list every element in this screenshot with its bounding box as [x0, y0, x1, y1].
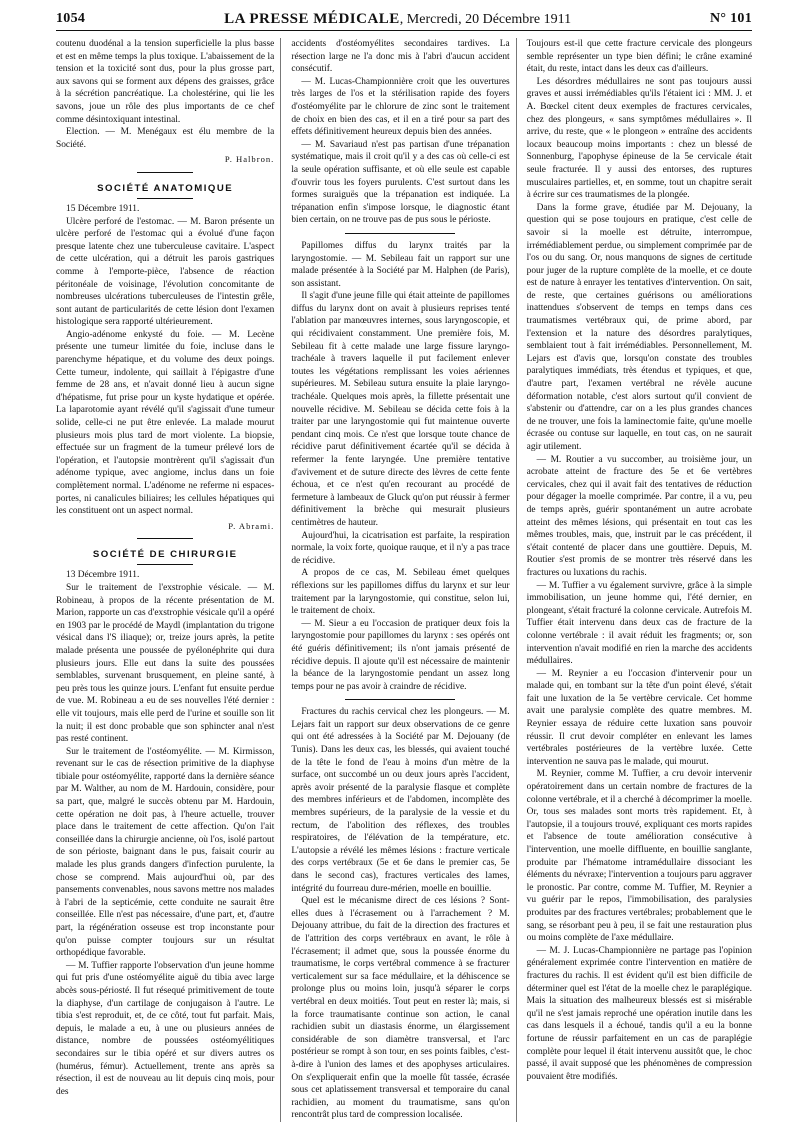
issue-number: N° 101	[709, 11, 752, 26]
paragraph: Aujourd'hui, la cicatrisation est parfaite, la respiration normale, la voix forte, quoique rauque, et il n'y a pas trace de récidive.	[291, 530, 510, 566]
paragraph: Sur le traitement de l'ostéomyélite. — M. Kirmisson, revenant sur le cas de résection primitive de la diaphyse tibiale pour ostéomyélite, rapporté dans la dernière séance par M. Walther, au nom de M. Hardouin, considère, pour sa part, que, malgré le succès obtenu par M. Hardouin, cette opération ne doit pas, à l'heure actuelle, trouver place dans le traitement de cette affection. Qu'on l'ait conseillée dans la chirurgie ancienne, où l'os, isolé partout de son périoste, baignant dans le pus, faisait courir au malade les plus grands dangers d'infection purulente, la chose se comprend. Mais aujourd'hui où, par des pansements convenables, nous savons mettre nos malades à l'abri de la septicémie, cette conduite ne saurait être conseillée. Elle n'est pas nécessaire, d'une part, et, d'autre part, la régénération osseuse est trop inconstante pour qu'on puisse compter toujours sur un résultat orthopédique favorable.	[56, 746, 275, 959]
divider	[345, 233, 455, 234]
page-header	[56, 8, 752, 31]
paragraph: Toujours est-il que cette fracture cervicale des plongeurs semble représenter un type bien défini; le crâne examiné était, du reste, intact dans les deux cas d'ailleurs.	[526, 39, 752, 75]
divider	[137, 564, 193, 565]
paragraph: M. Reynier, comme M. Tuffier, a cru devoir intervenir opératoirement dans un certain nombre de fractures de la colonne vertébrale, et il a cherché à décomprimer la moelle. Or, tous ses malades sont morts très rapidement. Et, à l'autopsie, il a toujours trouvé, expliquant ces morts rapides et l'absence de toute amélioration consécutive à l'intervention, une moelle diffluente, en bouillie sanglante, produite par l'hématome intramédullaire dissociant les éléments du névraxe; l'intervention a toujours paru aggraver le pronostic. Par contre, comme M. Tuffier, M. Reynier a vu guérir par le repos, l'immobilisation, des paralysies produites par des fractures vertébrales; probablement que le sang, se résorbant peu à peu, il se fait une restauration plus ou moins complète de l'axe médullaire.	[526, 769, 752, 944]
journal-name: LA PRESSE MÉDICALE	[224, 10, 400, 27]
paragraph: Les désordres médullaires ne sont pas toujours aussi graves et aussi irrémédiables qu'ils l'étaient ici : MM. J. et A. Bœckel citent deux exemples de fractures cervicales, chez des plongeurs, « sans symptômes médullaires ». Il arrive, du reste, que « le plongeon » entraîne des accidents locaux beaucoup moins importants : chez un blessé de Sonnenburg, l'apophyse épineuse de la 5e cervicale était seule fracturée. Il y aussi des entorses, des ruptures musculaires partielles, et, en somme, tout un chapitre serait à écrire sur ces traumatismes de la plongée.	[526, 76, 752, 201]
column-1	[56, 38, 281, 1122]
paragraph: — M. Tuffier a vu également survivre, grâce à la simple immobilisation, un jeune homme qui, l'été dernier, en plongeant, s'était fracturé la colonne cervicale. Autrefois M. Tuffier était intervenu dans deux cas de fracture de la colonne vertébrale : il avait réduit les fragments; or, son intervention n'avait modifié en rien la marche des accidents médullaires.	[526, 580, 752, 667]
paragraph: Papillomes diffus du larynx traités par la laryngostomie. — M. Sebileau fait un rapport sur une malade présentée à la Société par M. Halphen (de Paris), son assistant.	[291, 240, 510, 289]
election-note: Election. — M. Menégaux est élu membre de la Société.	[56, 127, 275, 150]
divider	[137, 538, 193, 539]
signature: P. Halbron.	[224, 154, 275, 165]
paragraph: — M. Routier a vu succomber, au troisième jour, un acrobate atteint de fracture des 5e et 6e vertèbres cervicales, chez qui il avait fait des tentatives de réduction pour dégager la moelle comprimée. Par contre, il a vu, peu de temps après, guérir spontanément un autre acrobate atteint des mêmes lésions, qui présentait en tout cas les mêmes troubles, mais, que, instruit par le cas précédent, il s'était contenté de placer dans une gouttière. Depuis, M. Routier s'est promis de se montrer très réservé dans les fractures ou luxations du rachis.	[526, 454, 752, 578]
paragraph: Angio-adénome enkysté du foie. — M. Lecène présente une tumeur limitée du foie, incluse dans le parenchyme hépatique, et du volume des deux poings. Cette tumeur, indolente, qui saillait à l'épigastre d'une femme de 28 ans, et n'avait donné lieu à aucun signe d'hépatisme, fut prise pour un kyste hydatique et opérée. La laparotomie ayant révélé qu'il s'agissait d'une tumeur solide, celle-ci ne put être enlevée. La malade mourut plusieurs mois plus tard de mort violente. La biopsie, effectuée sur un fragment de la tumeur prélevé lors de l'opération, et l'autopsie montrèrent qu'il s'agissait d'un adénome typique, avec angiome, inclus dans un foie complètement normal. L'adénome ne referme ni espaces-portes, ni canalicules biliaires; les cellules hépatiques qui les constituent ont un aspect normal.	[56, 329, 275, 517]
column-3	[527, 38, 752, 1122]
section-heading: SOCIÉTÉ ANATOMIQUE	[97, 182, 234, 194]
issue-date: , Mercredi, 20 Décembre 1911	[399, 11, 572, 27]
paragraph: — M. Sieur a eu l'occasion de pratiquer deux fois la laryngostomie pour papillomes du larynx : ses opérés ont été guéris définitivement; ils n'ont jamais présenté de récidive depuis. Il ajoute qu'il est nécessaire de maintenir la béance de la laryngostomie pendant un assez long temps pour ne pas avoir à craindre de récidive.	[291, 618, 510, 692]
divider	[345, 699, 455, 700]
paragraph: Il s'agit d'une jeune fille qui était atteinte de papillomes diffus du larynx dont on avait à plusieurs reprises tenté l'ablation par manœuvres internes, sous laryngoscopie, et qui récidivaient constamment. Une première fois, M. Sebileau fit à cette malade une large fissure laryngo-trachéale à travers laquelle il put facilement enlever toutes les végétations remplissant les voies aériennes supérieures. M. Sebileau sutura ensuite la plaie laryngo-trachéale. Quelques mois après, la fillette présentait une nouvelle récidive. M. Sebileau se décida cette fois à la traiter par une laryngostomie qui fut maintenue ouverte pendant cinq mois. Ce n'est que lorsque toute chance de récidive parut définitivement écartée qu'il se décida à refermer la fente laryngée. Une première tentative d'avivement et de suture directe des lèvres de cette fente échoua, et ce n'est qu'en recourant au procédé de fermeture à lambeaux de Gluck qu'on put réussir à fermer définitivement la brèche qui mesurait plusieurs centimètres de hauteur.	[291, 291, 510, 528]
paragraph: Ulcère perforé de l'estomac. — M. Baron présente un ulcère perforé de l'estomac qui a évolué d'une façon presque latente chez une tuberculeuse cavitaire. L'aspect de cette ulcération, qui a détruit les parois gastriques comme à l'emporte-pièce, l'absence de réaction péritonéale de voisinage, l'évolution concomitante de nombreuses ulcérations tuberculeuses de l'intestin grêle, sont autant de particularités de cette lésion dont l'examen histologique sera rapporté ultérieurement.	[56, 216, 275, 328]
signature: P. Abrami.	[228, 520, 275, 531]
paragraph: coutenu duodénal a la tension superficielle la plus basse et est en même temps la plus toxique. L'abaissement de la tension et la toxicité sont dus, pour la plus grosse part, aux savons qui se forment aux dépens des graisses, grâce à la sécrétion pancréatique. La cholestérine, qui lie les savons, joue un rôle des plus importants de ce chef comme désintoxiquant intestinal.	[56, 39, 275, 125]
paragraph: A propos de ce cas, M. Sebileau émet quelques réflexions sur les papillomes diffus du larynx et sur leur traitement par la laryngostomie, qui constitue, selon lui, le traitement de choix.	[291, 568, 510, 617]
divider	[137, 172, 193, 173]
paragraph: — M. Savariaud n'est pas partisan d'une trépanation systématique, mais il croit qu'il y a des cas où celle-ci est la seule opération suffisante, et où elle seule est capable d'ouvrir tous les foyers purulents. C'est surtout dans les formes suraiguës que la trépanation est indiquée. La trépanation enfin s'impose lorsque, le diagnostic étant bien certain, on ne trouve pas de pus sous le périoste.	[291, 139, 510, 226]
paragraph: — M. Tuffier rapporte l'observation d'un jeune homme qui fut pris d'une ostéomyélite aiguë du tibia avec large abcès sous-périosté. Il fut résequé primitivement de toute la diaphyse, d'un cartilage de conjugaison à l'autre. Le tibia s'est reproduit, et, de ce côté, tout fut parfait. Mais, depuis, le malade a eu, à une ou plusieurs années de distance, nombre de poussées ostéomyélitiques secondaires sur le tibia opéré et sur divers autres os (humérus, fémur). Actuellement, trente ans après sa résection, il est de nouveau au lit depuis cinq mois, pour des	[56, 960, 275, 1097]
masthead	[224, 11, 571, 28]
section-date: 13 Décembre 1911.	[66, 570, 140, 581]
column-2	[291, 38, 516, 1122]
paragraph: — M. Lucas-Championnière croit que les ouvertures très larges de l'os et la stérilisation rapide des foyers d'ostéomyélite par le chlorure de zinc sont le traitement de choix en bien des cas, et il en a tiré pour sa part des effets définitivement heureux depuis bien des années.	[291, 76, 510, 138]
page-number: 1054	[56, 11, 86, 26]
divider	[137, 198, 193, 199]
paragraph: Quel est le mécanisme direct de ces lésions ? Sont-elles dues à l'écrasement ou à l'arrachement ? M. Dejouany attribue, du fait de la direction des fractures et de l'attrition des corps vertébraux en avant, le rôle à l'écrasement; il admet que, sous la poussée énorme du traumatisme, le corps vertébral commence à se fracturer verticalement sur sa face médullaire, et la déhiscence se prolonge plus ou moins loin, jusqu'à séparer le corps vertébral en deux moitiés. Tout peut en rester là; mais, si la force traumatisante continue son action, le canal rachidien subit un diastasis énorme, un élargissement considérable de son diamètre transversal, et l'arc postérieur se rompt à son tour, en ses points faibles, c'est-à-dire à l'union des lames et des apophyses articulaires. On s'expliquerait enfin que la moelle fût tassée, écrasée sous cet aplatissement transversal et temporaire du canal rachidien, au moment du traumatisme, sans qu'on rencontrât plus tard de compression localisée.	[291, 896, 510, 1121]
article-columns	[56, 38, 752, 1121]
paragraph: — M. Reynier a eu l'occasion d'intervenir pour un malade qui, en tombant sur la tête d'un point élevé, s'était fait une luxation de la 5e vertèbre cervicale. Cet homme avait une paralysie complète des quatre membres. M. Reynier essaya de réduire cette luxation sans pouvoir réussir. Il crut devoir compléter en enlevant les lames vertébrales postérieures de la vertèbre luxée. Cette intervention ne sauva pas le malade, qui mourut.	[526, 668, 752, 767]
section-date: 15 Décembre 1911.	[66, 203, 140, 214]
paragraph: — M. J. Lucas-Championnière ne partage pas l'opinion généralement exprimée contre l'intervention en matière de fractures du rachis. Il est évident qu'il est bien difficile de déterminer quel est l'état de la moelle chez le paraplégique. Mais la situation des malheureux blessés est si misérable qu'il ne s'est jamais reproché une opération inutile dans les cas dans lesquels il a échoué, tandis qu'il a eu la bonne fortune de réussir parfaitement en un cas de paraplégie complète pour lequel il était intervenu aussitôt que, le choc passé, il avait supposé que les phénomènes de compression pouvaient être modifiés.	[526, 945, 752, 1082]
paragraph: Sur le traitement de l'exstrophie vésicale. — M. Robineau, à propos de la récente présentation de M. Marion, rapporte un cas d'exstrophie vésicale qu'il a opéré en 1903 par le procédé de Maydl (implantation du trigone vésical dans l'S iliaque); or, treize jours après, la petite malade présenta une poussée de pyélonéphrite qui dura plusieurs jours. Elle eut dans la suite des poussées semblables, survenant brusquement, en pleine santé, à peu près tous les quinze jours. L'enfant fut ensuite perdue de vue. M. Robineau a eu de ses nouvelles l'été dernier : elle vit toujours, mais elle perd de l'urine et souille son lit la nuit; il est donc probable que son sphincter anal n'est pas resté continent.	[56, 582, 275, 745]
paragraph: Fractures du rachis cervical chez les plongeurs. — M. Lejars fait un rapport sur deux observations de ce genre qui ont été adressées à la Société par M. Dejouany (de Tunis). Dans les deux cas, les blessés, qui avaient touché de la tête le fond de l'eau à moins d'un mètre de la surface, ont succombé un ou deux jours après l'accident, après avoir présenté de la paralysie flasque et complète des membres inférieurs et de l'abdomen, incomplète des membres supérieurs, de la paralysie de la vessie et du rectum, de l'abolition des réflexes, des troubles respiratoires, de l'élévation de la température, etc. L'autopsie a révélé les mêmes lésions : fracture verticale des corps vertébraux (5e et 6e dans le premier cas, 5e dans le second cas), fractures verticales des lames, intégrité du fourreau dure-mérien, moelle en bouillie.	[291, 707, 510, 894]
paragraph: accidents d'ostéomyélites secondaires tardives. La résection large ne l'a donc mis à l'abri d'aucun accident consécutif.	[291, 39, 510, 75]
paragraph: Dans la forme grave, étudiée par M. Dejouany, la question qui se pose toujours en pratique, c'est celle de savoir si la moelle est détruite, interrompue, irrémédiablement perdue, ou simplement comprimée par de l'os ou du sang. Or, nous manquons de signes de certitude pour juger de la rupture complète de la moelle, et ce doute est de nature à enrayer les tentatives d'intervention. On sait, de reste, que certaines guérisons ou améliorations inattendues s'observent de temps en temps dans ces traumatismes vertébraux qui, de prime abord, par l'extension et la nature des désordres paralytiques, semblaient tout à fait irrémédiables. Personnellement, M. Lejars est d'avis que, lorsqu'on constate des troubles paralytiques immédiats, très étendus et typiques, et que, d'autre part, l'examen vertébral ne révèle aucune déformation notable, c'est alors surtout qu'il convient de s'abstenir ou d'attendre, car on a les plus grandes chances de ne trouver, une fois la laminectomie faite, qu'une moelle écrasée ou contuse sur laquelle, en tout cas, on ne saurait agir utilement.	[526, 202, 752, 452]
section-heading: SOCIÉTÉ DE CHIRURGIE	[92, 549, 238, 561]
